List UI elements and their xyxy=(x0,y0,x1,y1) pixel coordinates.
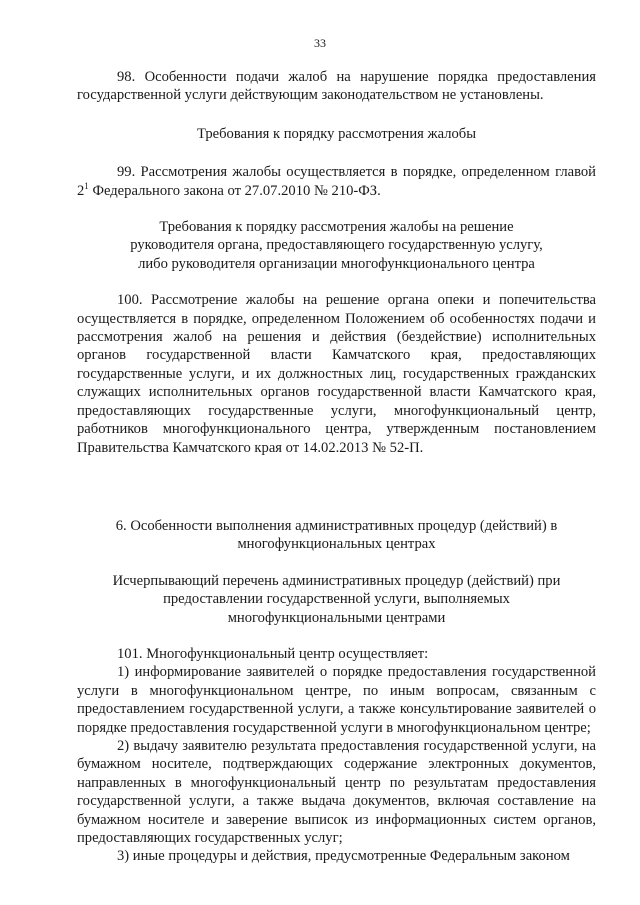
heading-review-decision-line-2: руководителя органа, предоставляющего государственную услугу, xyxy=(130,237,543,254)
heading-review-decision-line-3: либо руководителя организации многофункционального центра xyxy=(138,255,535,272)
paragraph-101-item-3: 3) иные процедуры и действия, предусмотренные Федеральным законом xyxy=(117,848,570,865)
paragraph-101-item-2: 2) выдачу заявителю результата предоставления государственной услуги, на бумажном носителе, подтверждающих содержание электронных документов, направленных в многофункциональный центр по результатам предоставления государственной услуги, а также выдача документов, включая составление на бумажном носителе и заверение выписок из информационных систем органов, предоставляющих государственных услуг; xyxy=(77,737,596,846)
paragraph-99-law: Федерального закона от 27.07.2010 № 210-ФЗ. xyxy=(88,182,381,199)
page-number: 33 xyxy=(314,36,326,50)
paragraph-98: 98. Особенности подачи жалоб на нарушение порядка предоставления государственной услуги действующим законодательством не установлены. xyxy=(77,69,596,104)
heading-review-decision-line-1: Требования к порядку рассмотрения жалобы на решение xyxy=(159,219,514,236)
paragraph-100: 100. Рассмотрение жалобы на решение органа опеки и попечительства осуществляется в порядке, определенном Положением об особенностях подачи и рассмотрения жалоб на решения и действия (бездействие) исполнительных органов государственной власти Камчатского края, предоставляющих государственные услуги, и их должностных лиц, государственных гражданских служащих исполнительных органов государственной власти Камчатского края, предоставляющих государственные услуги, многофункциональный центр, работников многофункционального центра, утвержденным постановлением Правительства Камчатского края от 14.02.2013 № 52-П. xyxy=(77,292,596,456)
chapter-superscript: 1 xyxy=(84,180,89,191)
paragraph-101: 101. Многофункциональный центр осуществляет: xyxy=(117,645,429,662)
document-body xyxy=(77,68,596,866)
section-6-title-line-2: многофункциональных центрах xyxy=(237,536,436,553)
list-heading-line-1: Исчерпывающий перечень административных процедур (действий) при xyxy=(112,572,561,589)
paragraph-99-text: 99. Рассмотрения жалобы осуществляется в порядке, определенном главой 2 xyxy=(77,164,596,199)
section-6-title-line-1: 6. Особенности выполнения административных процедур (действий) в xyxy=(115,517,558,534)
list-heading-line-3: многофункциональными центрами xyxy=(227,609,446,626)
heading-review-requirements: Требования к порядку рассмотрения жалобы xyxy=(197,125,476,142)
paragraph-99 xyxy=(77,163,596,200)
list-heading-line-2: предоставлении государственной услуги, выполняемых xyxy=(163,591,510,608)
paragraph-101-item-1: 1) информирование заявителей о порядке предоставления государственной услуги в многофункциональном центре, по иным вопросам, связанным с предоставлением государственной услуги, а также консультирование заявителей о порядке предоставления государственной услуги в многофункциональном центре; xyxy=(77,664,596,736)
